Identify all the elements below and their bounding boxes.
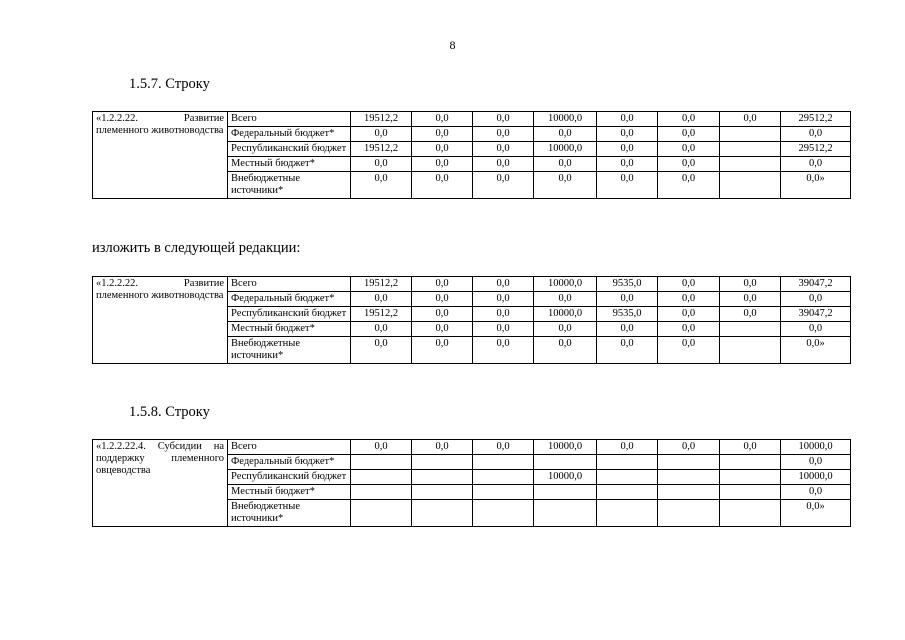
value-cell (412, 485, 473, 500)
value-cell: 0,0 (412, 337, 473, 364)
table-row-name: «1.2.2.22. Развитие племенного животноводства (93, 112, 228, 199)
value-cell: 0,0 (597, 142, 658, 157)
source-label: Местный бюджет* (228, 157, 351, 172)
value-cell: 9535,0 (597, 277, 658, 292)
table-row (93, 440, 851, 455)
value-cell: 39047,2 (781, 307, 851, 322)
value-cell: 0,0 (473, 172, 534, 199)
value-cell: 0,0 (473, 307, 534, 322)
value-cell (720, 337, 781, 364)
value-cell: 0,0 (351, 337, 412, 364)
value-cell: 0,0 (534, 337, 597, 364)
value-cell: 0,0 (720, 277, 781, 292)
value-cell (534, 500, 597, 527)
value-cell: 0,0 (351, 127, 412, 142)
value-cell: 0,0 (658, 322, 720, 337)
value-cell: 0,0 (412, 112, 473, 127)
value-cell (720, 127, 781, 142)
value-cell: 0,0 (473, 440, 534, 455)
value-cell: 29512,2 (781, 112, 851, 127)
value-cell: 0,0 (351, 440, 412, 455)
value-cell (720, 142, 781, 157)
value-cell: 0,0 (351, 157, 412, 172)
value-cell (597, 500, 658, 527)
value-cell (473, 470, 534, 485)
value-cell: 0,0 (534, 322, 597, 337)
table-row (93, 112, 851, 127)
source-label: Республиканский бюджет (228, 307, 351, 322)
value-cell: 0,0 (412, 157, 473, 172)
source-label: Всего (228, 277, 351, 292)
source-label: Местный бюджет* (228, 322, 351, 337)
value-cell: 0,0 (412, 292, 473, 307)
value-cell: 29512,2 (781, 142, 851, 157)
value-cell: 0,0 (412, 322, 473, 337)
value-cell: 0,0 (781, 322, 851, 337)
value-cell: 19512,2 (351, 112, 412, 127)
value-cell: 0,0 (597, 440, 658, 455)
value-cell (534, 455, 597, 470)
value-cell (720, 322, 781, 337)
source-label: Всего (228, 112, 351, 127)
value-cell (720, 485, 781, 500)
value-cell: 0,0 (412, 127, 473, 142)
value-cell: 0,0 (473, 292, 534, 307)
value-cell: 0,0 (597, 337, 658, 364)
table-2 (92, 276, 851, 364)
value-cell (351, 500, 412, 527)
value-cell: 0,0 (412, 172, 473, 199)
value-cell: 0,0 (658, 172, 720, 199)
value-cell (658, 485, 720, 500)
value-cell (473, 485, 534, 500)
source-label: Внебюджетные источники* (228, 500, 351, 527)
value-cell: 10000,0 (781, 470, 851, 485)
value-cell (412, 500, 473, 527)
value-cell: 0,0 (658, 157, 720, 172)
source-label: Федеральный бюджет* (228, 455, 351, 470)
value-cell (473, 455, 534, 470)
section-heading-1-5-8: 1.5.8. Строку (129, 404, 210, 420)
value-cell (720, 500, 781, 527)
value-cell: 0,0 (473, 322, 534, 337)
value-cell: 0,0 (534, 172, 597, 199)
source-label: Всего (228, 440, 351, 455)
value-cell: 0,0 (473, 127, 534, 142)
value-cell: 0,0 (534, 157, 597, 172)
value-cell: 0,0 (473, 142, 534, 157)
value-cell (351, 485, 412, 500)
value-cell: 0,0 (781, 292, 851, 307)
value-cell (597, 455, 658, 470)
table-3 (92, 439, 851, 527)
value-cell (597, 485, 658, 500)
source-label: Внебюджетные источники* (228, 172, 351, 199)
value-cell: 0,0 (658, 440, 720, 455)
value-cell: 0,0 (473, 112, 534, 127)
source-label: Местный бюджет* (228, 485, 351, 500)
value-cell (597, 470, 658, 485)
value-cell: 0,0 (351, 292, 412, 307)
value-cell: 0,0 (720, 440, 781, 455)
value-cell: 10000,0 (534, 277, 597, 292)
value-cell (720, 157, 781, 172)
value-cell (412, 455, 473, 470)
value-cell: 0,0 (658, 277, 720, 292)
value-cell: 0,0» (781, 337, 851, 364)
value-cell: 0,0 (473, 337, 534, 364)
value-cell: 0,0 (351, 322, 412, 337)
table-row-name: «1.2.2.22.4. Субсидии на поддержку племенного овцеводства (93, 440, 228, 527)
value-cell: 0,0 (473, 157, 534, 172)
value-cell (720, 470, 781, 485)
value-cell: 0,0 (658, 337, 720, 364)
value-cell (351, 470, 412, 485)
value-cell: 0,0 (597, 127, 658, 142)
value-cell: 0,0 (597, 112, 658, 127)
source-label: Федеральный бюджет* (228, 292, 351, 307)
value-cell: 0,0» (781, 172, 851, 199)
value-cell: 0,0 (412, 440, 473, 455)
value-cell: 0,0 (351, 172, 412, 199)
instruction-text: изложить в следующей редакции: (92, 240, 301, 256)
value-cell: 0,0 (781, 455, 851, 470)
value-cell: 10000,0 (534, 440, 597, 455)
table-row (93, 277, 851, 292)
value-cell: 0,0 (781, 485, 851, 500)
value-cell: 0,0 (412, 307, 473, 322)
value-cell: 0,0 (658, 292, 720, 307)
value-cell (412, 470, 473, 485)
page-number: 8 (449, 38, 456, 52)
value-cell: 0,0 (720, 292, 781, 307)
source-label: Республиканский бюджет (228, 142, 351, 157)
value-cell (658, 470, 720, 485)
value-cell (658, 500, 720, 527)
value-cell (473, 500, 534, 527)
value-cell: 10000,0 (534, 112, 597, 127)
value-cell: 19512,2 (351, 307, 412, 322)
value-cell: 0,0» (781, 500, 851, 527)
source-label: Республиканский бюджет (228, 470, 351, 485)
table-1 (92, 111, 851, 199)
value-cell (720, 172, 781, 199)
value-cell (534, 485, 597, 500)
value-cell: 0,0 (658, 142, 720, 157)
value-cell: 0,0 (658, 307, 720, 322)
value-cell: 10000,0 (781, 440, 851, 455)
value-cell (351, 455, 412, 470)
value-cell (658, 455, 720, 470)
value-cell: 10000,0 (534, 470, 597, 485)
value-cell: 0,0 (534, 292, 597, 307)
value-cell: 0,0 (597, 322, 658, 337)
value-cell: 0,0 (412, 277, 473, 292)
value-cell: 0,0 (597, 172, 658, 199)
value-cell: 0,0 (473, 277, 534, 292)
value-cell: 0,0 (781, 157, 851, 172)
value-cell (720, 455, 781, 470)
value-cell: 0,0 (412, 142, 473, 157)
value-cell: 0,0 (658, 112, 720, 127)
value-cell: 19512,2 (351, 277, 412, 292)
table-row-name: «1.2.2.22. Развитие племенного животноводства (93, 277, 228, 364)
value-cell: 0,0 (658, 127, 720, 142)
source-label: Федеральный бюджет* (228, 127, 351, 142)
section-heading-1-5-7: 1.5.7. Строку (129, 76, 210, 92)
value-cell: 0,0 (597, 292, 658, 307)
source-label: Внебюджетные источники* (228, 337, 351, 364)
value-cell: 0,0 (720, 112, 781, 127)
value-cell: 0,0 (781, 127, 851, 142)
value-cell: 39047,2 (781, 277, 851, 292)
value-cell: 0,0 (597, 157, 658, 172)
value-cell: 10000,0 (534, 142, 597, 157)
value-cell: 0,0 (720, 307, 781, 322)
value-cell: 19512,2 (351, 142, 412, 157)
value-cell: 9535,0 (597, 307, 658, 322)
value-cell: 10000,0 (534, 307, 597, 322)
value-cell: 0,0 (534, 127, 597, 142)
